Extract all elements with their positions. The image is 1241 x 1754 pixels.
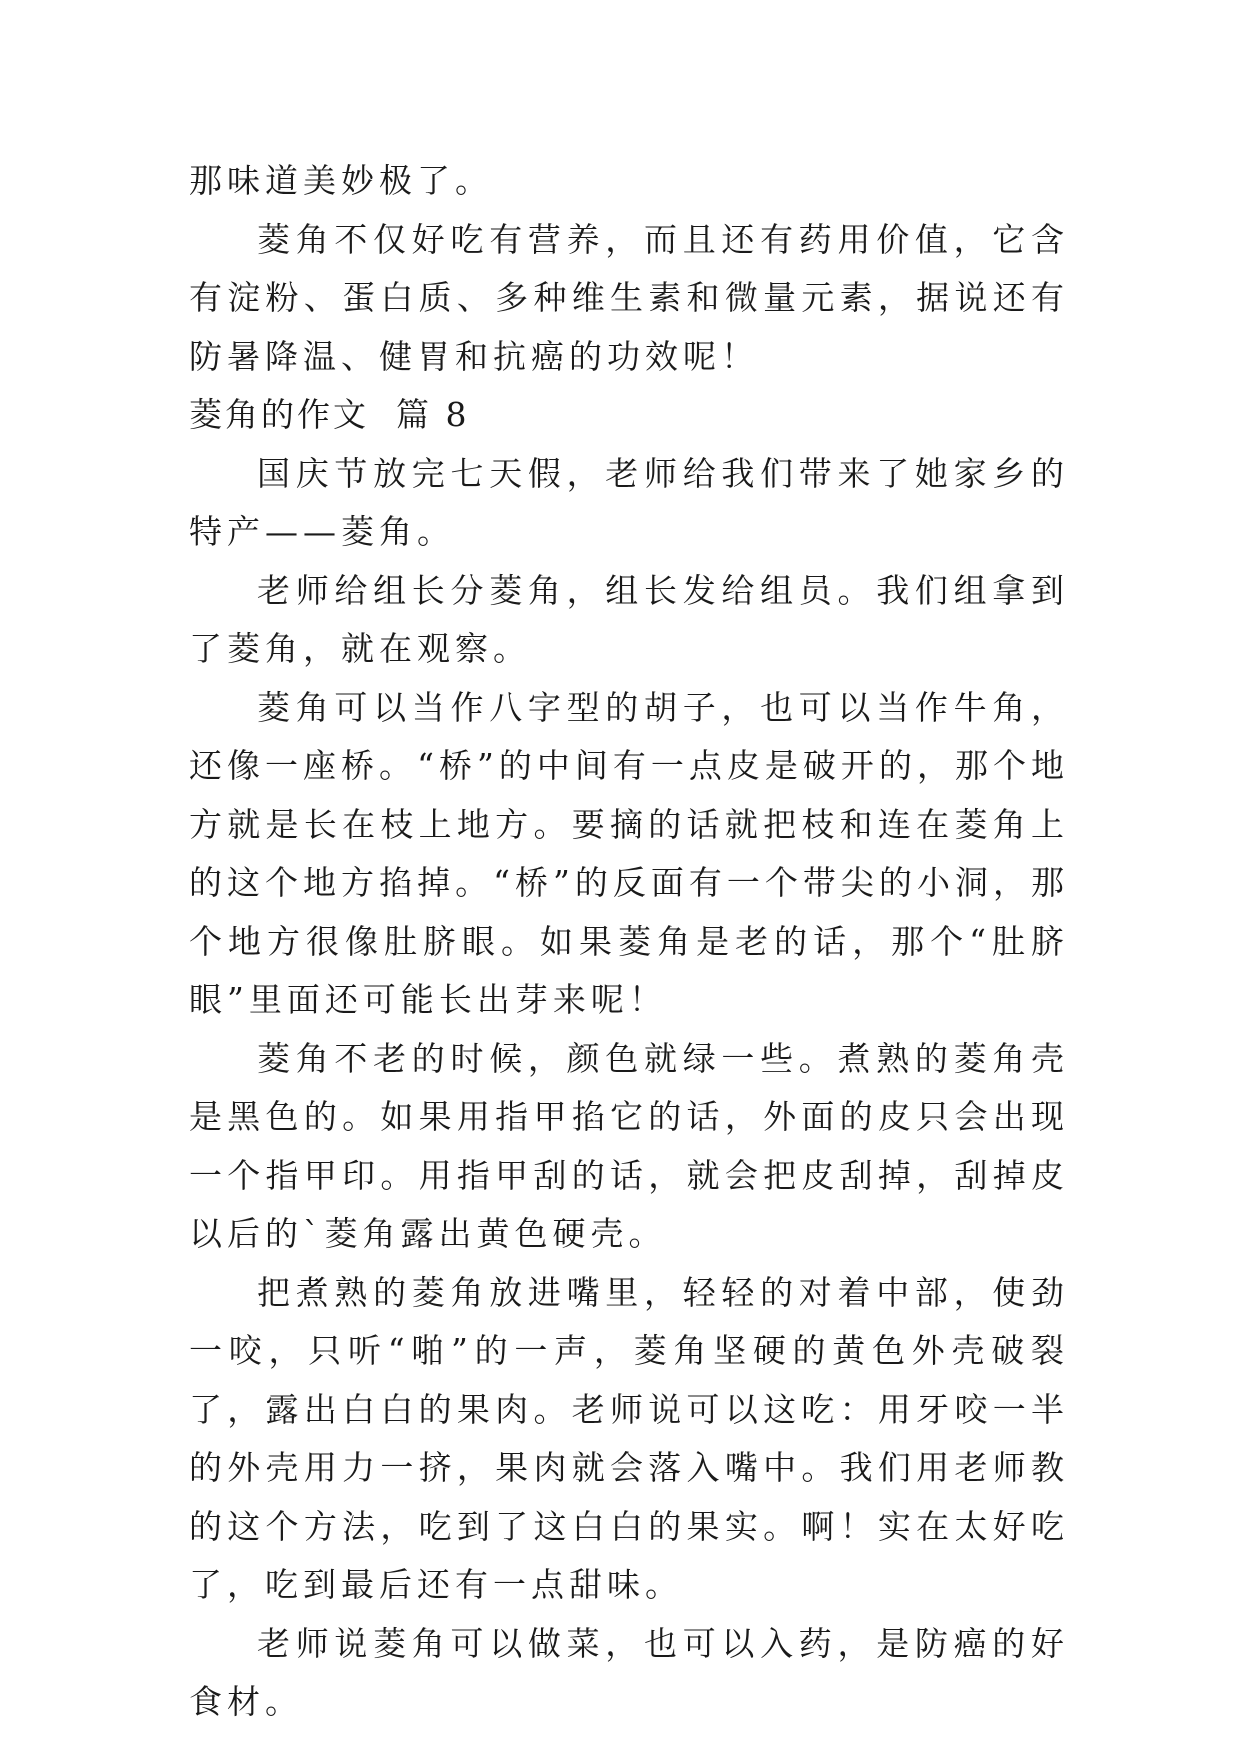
paragraph: 老师给组长分菱角，组长发给组员。我们组拿到了菱角，就在观察。 — [189, 570, 1069, 668]
paragraph: 把煮熟的菱角放进嘴里，轻轻的对着中部，使劲一咬，只听“啪”的一声，菱角坚硬的黄色外壳破裂了，露出白白的果肉。老师说可以这吃：用牙咬一半的外壳用力一挤，果肉就会落入嘴中。我们用老师教的这个方法，吃到了这白白的果实。啊！实在太好吃了，吃到最后还有一点甜味。 — [189, 1272, 1069, 1604]
paragraph: 那味道美妙极了。 — [189, 161, 493, 200]
paragraph: 菱角不老的时候，颜色就绿一些。煮熟的菱角壳是黑色的。如果用指甲掐它的话，外面的皮只会出现一个指甲印。用指甲刮的话，就会把皮刮掉，刮掉皮以后的`菱角露出黄色硬壳。 — [189, 1038, 1069, 1253]
paragraph: 国庆节放完七天假，老师给我们带来了她家乡的特产——菱角。 — [189, 453, 1069, 551]
section-title: 菱角的作文 篇 8 — [189, 395, 470, 434]
paragraph: 老师说菱角可以做菜，也可以入药，是防癌的好食材。 — [189, 1623, 1069, 1721]
document-page — [189, 152, 1069, 1732]
paragraph: 菱角不仅好吃有营养，而且还有药用价值，它含有淀粉、蛋白质、多种维生素和微量元素，据说还有防暑降温、健胃和抗癌的功效呢！ — [189, 219, 1069, 376]
paragraph: 菱角可以当作八字型的胡子，也可以当作牛角，还像一座桥。“桥”的中间有一点皮是破开的，那个地方就是长在枝上地方。要摘的话就把枝和连在菱角上的这个地方掐掉。“桥”的反面有一个带尖的小洞，那个地方很像肚脐眼。如果菱角是老的话，那个“肚脐眼”里面还可能长出芽来呢！ — [189, 687, 1069, 1019]
